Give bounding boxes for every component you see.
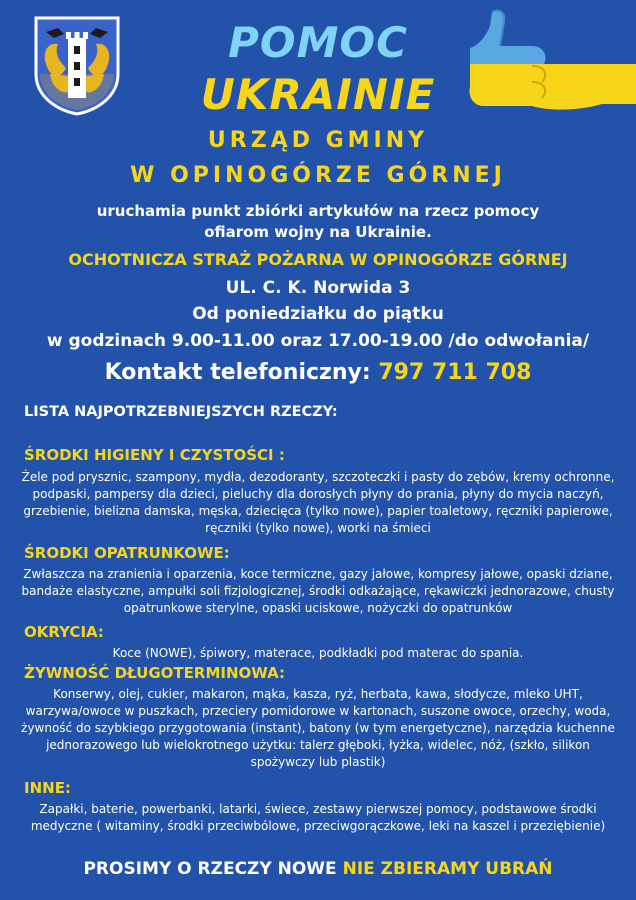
office-line-2: W OPINOGÓRZE GÓRNEJ xyxy=(130,163,506,188)
section-text: Konserwy, olej, cukier, makaron, mąka, kasza, ryż, herbata, kawa, słodycze, mleko UHT, warzywa/owoce w puszkach, przeciery pomidorowe w kartonach, suszone owoce, orzechy, woda, żywność do szybkiego przygotowania (instant), batony (w tym energetyczne), narzędzia kuchenne jednorazowego lub wielokrotnego użytku: talerz głęboki, łyżka, widelec, nóż, (szkło, silikon spożywczy lub plastik) xyxy=(21,687,615,769)
section-text: Żele pod prysznic, szampony, mydła, dezodoranty, szczoteczki i pasty do zębów, kremy ochronne, podpaski, pampersy dla dzieci, pieluchy dla dorosłych płyny do prania, płyny do mycia naczyń, grzebienie, bielizna damska, męska, dziecięca (tylko nowe), papier toaletowy, ręczniki papierowe, ręczniki (tylko nowe), worki na śmieci xyxy=(21,470,615,535)
opening-days: Od poniedziałku do piątku xyxy=(192,304,444,324)
section-text: Zwłaszcza na zranienia i oparzenia, koce termiczne, gazy jałowe, kompresy jałowe, opaski dziane, bandaże elastyczne, ampułki soli fizjologicznej, środki odkażające, rękawiczki jednorazowe, chusty opatrunkowe sterylne, opaski uciskowe, nożyczki do opatrunków xyxy=(21,567,615,615)
footer xyxy=(0,859,636,879)
location-name: OCHOTNICZA STRAŻ POŻARNA W OPINOGÓRZE GÓRNEJ xyxy=(68,250,568,269)
intro-text: uruchamia punkt zbiórki artykułów na rzecz pomocy ofiarom wojny na Ukrainie. xyxy=(96,202,540,241)
section-heading: ŚRODKI OPATRUNKOWE: xyxy=(24,544,230,562)
list-title: LISTA NAJPOTRZEBNIEJSZYCH RZECZY: xyxy=(24,404,338,420)
footer-part-1: PROSIMY O RZECZY NOWE xyxy=(83,859,337,879)
section-text: Koce (NOWE), śpiwory, materace, podkładki pod materac do spania. xyxy=(112,646,524,660)
title-line-1: POMOC xyxy=(228,18,408,67)
section-heading: OKRYCIA: xyxy=(24,623,104,641)
contact-line xyxy=(0,360,636,385)
section-heading: INNE: xyxy=(24,779,71,797)
section-text: Zapałki, baterie, powerbanki, latarki, świece, zestawy pierwszej pomocy, podstawowe środki medyczne ( witaminy, środki przeciwbólowe, przeciwgorączkowe, leki na kaszel i przeziębienie) xyxy=(30,802,606,833)
section-heading: ŚRODKI HIGIENY I CZYSTOŚCI : xyxy=(24,446,285,464)
footer-part-2: NIE ZBIERAMY UBRAŃ xyxy=(342,859,553,879)
office-line-1: URZĄD GMINY xyxy=(207,128,429,153)
contact-phone[interactable]: 797 711 708 xyxy=(378,360,532,385)
opening-hours: w godzinach 9.00-11.00 oraz 17.00-19.00 /do odwołania/ xyxy=(46,331,590,351)
section-heading: ŻYWNOŚĆ DŁUGOTERMINOWA: xyxy=(24,664,286,682)
contact-label: Kontakt telefoniczny: xyxy=(104,360,371,385)
address: UL. C. K. Norwida 3 xyxy=(225,278,411,298)
title-line-2: UKRAINIE xyxy=(200,70,436,119)
